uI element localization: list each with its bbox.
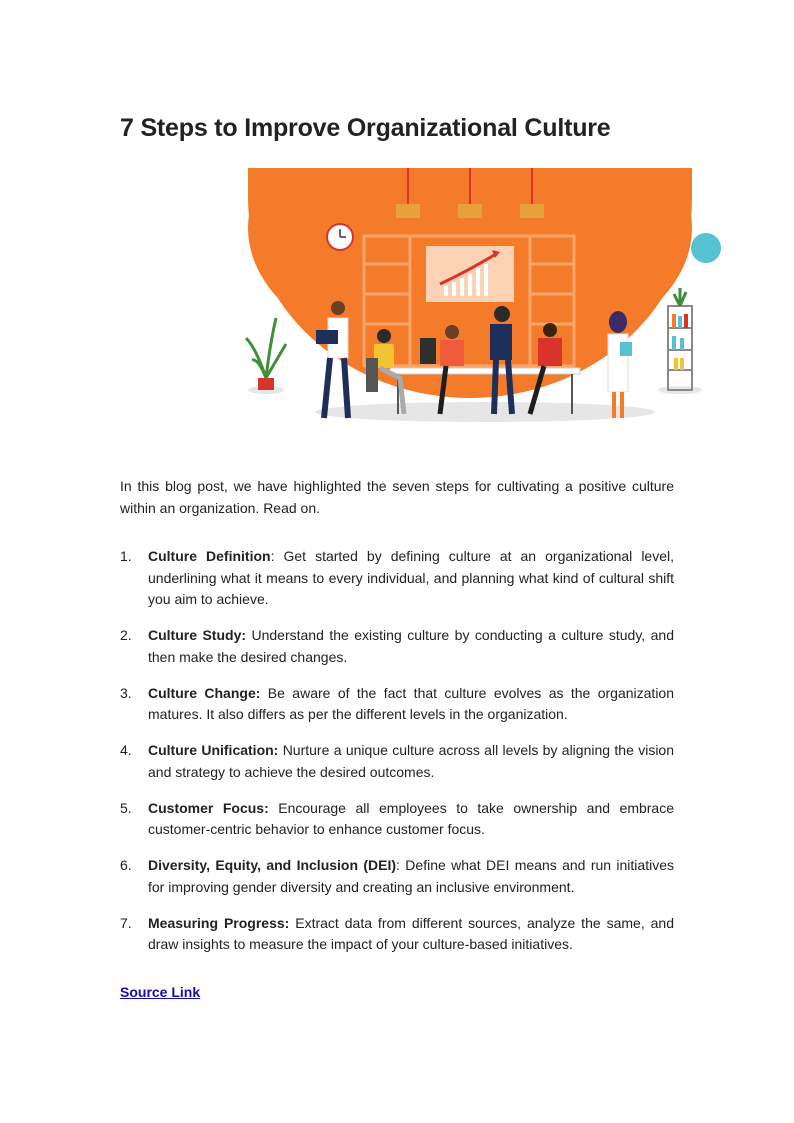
intro-paragraph: In this blog post, we have highlighted the seven steps for cultivating a positive culture within an organization. Read on. bbox=[120, 478, 674, 516]
source-link[interactable]: Source Link bbox=[120, 984, 201, 1000]
hero-illustration bbox=[240, 168, 730, 430]
list-item: 6. Diversity, Equity, and Inclusion (DEI): Define what DEI means and run initiatives for improving gender diversity and creating an inclusive environment. bbox=[120, 857, 674, 895]
list-item: 1. Culture Definition: Get started by defining culture at an organizational level, underlining what it means to every individual, and planning what kind of cultural shift you aim to achieve. bbox=[120, 548, 675, 607]
page-title: 7 Steps to Improve Organizational Culture bbox=[120, 114, 611, 142]
list-item: 3. Culture Change: Be aware of the fact that culture evolves as the organization matures. It also differs as per the different levels in the organization. bbox=[120, 684, 674, 722]
list-item: 7. Measuring Progress: Extract data from different sources, analyze the same, and draw insights to measure the impact of your culture-based initiatives. bbox=[120, 914, 674, 952]
steps-list bbox=[120, 546, 674, 970]
list-item: 4. Culture Unification: Nurture a unique culture across all levels by aligning the vision and strategy to achieve the desired outcomes. bbox=[120, 742, 674, 780]
list-item: 2. Culture Study: Understand the existing culture by conducting a culture study, and then make the desired changes. bbox=[120, 627, 674, 665]
list-item: 5. Customer Focus: Encourage all employees to take ownership and embrace customer-centric behavior to enhance customer focus. bbox=[120, 799, 675, 837]
